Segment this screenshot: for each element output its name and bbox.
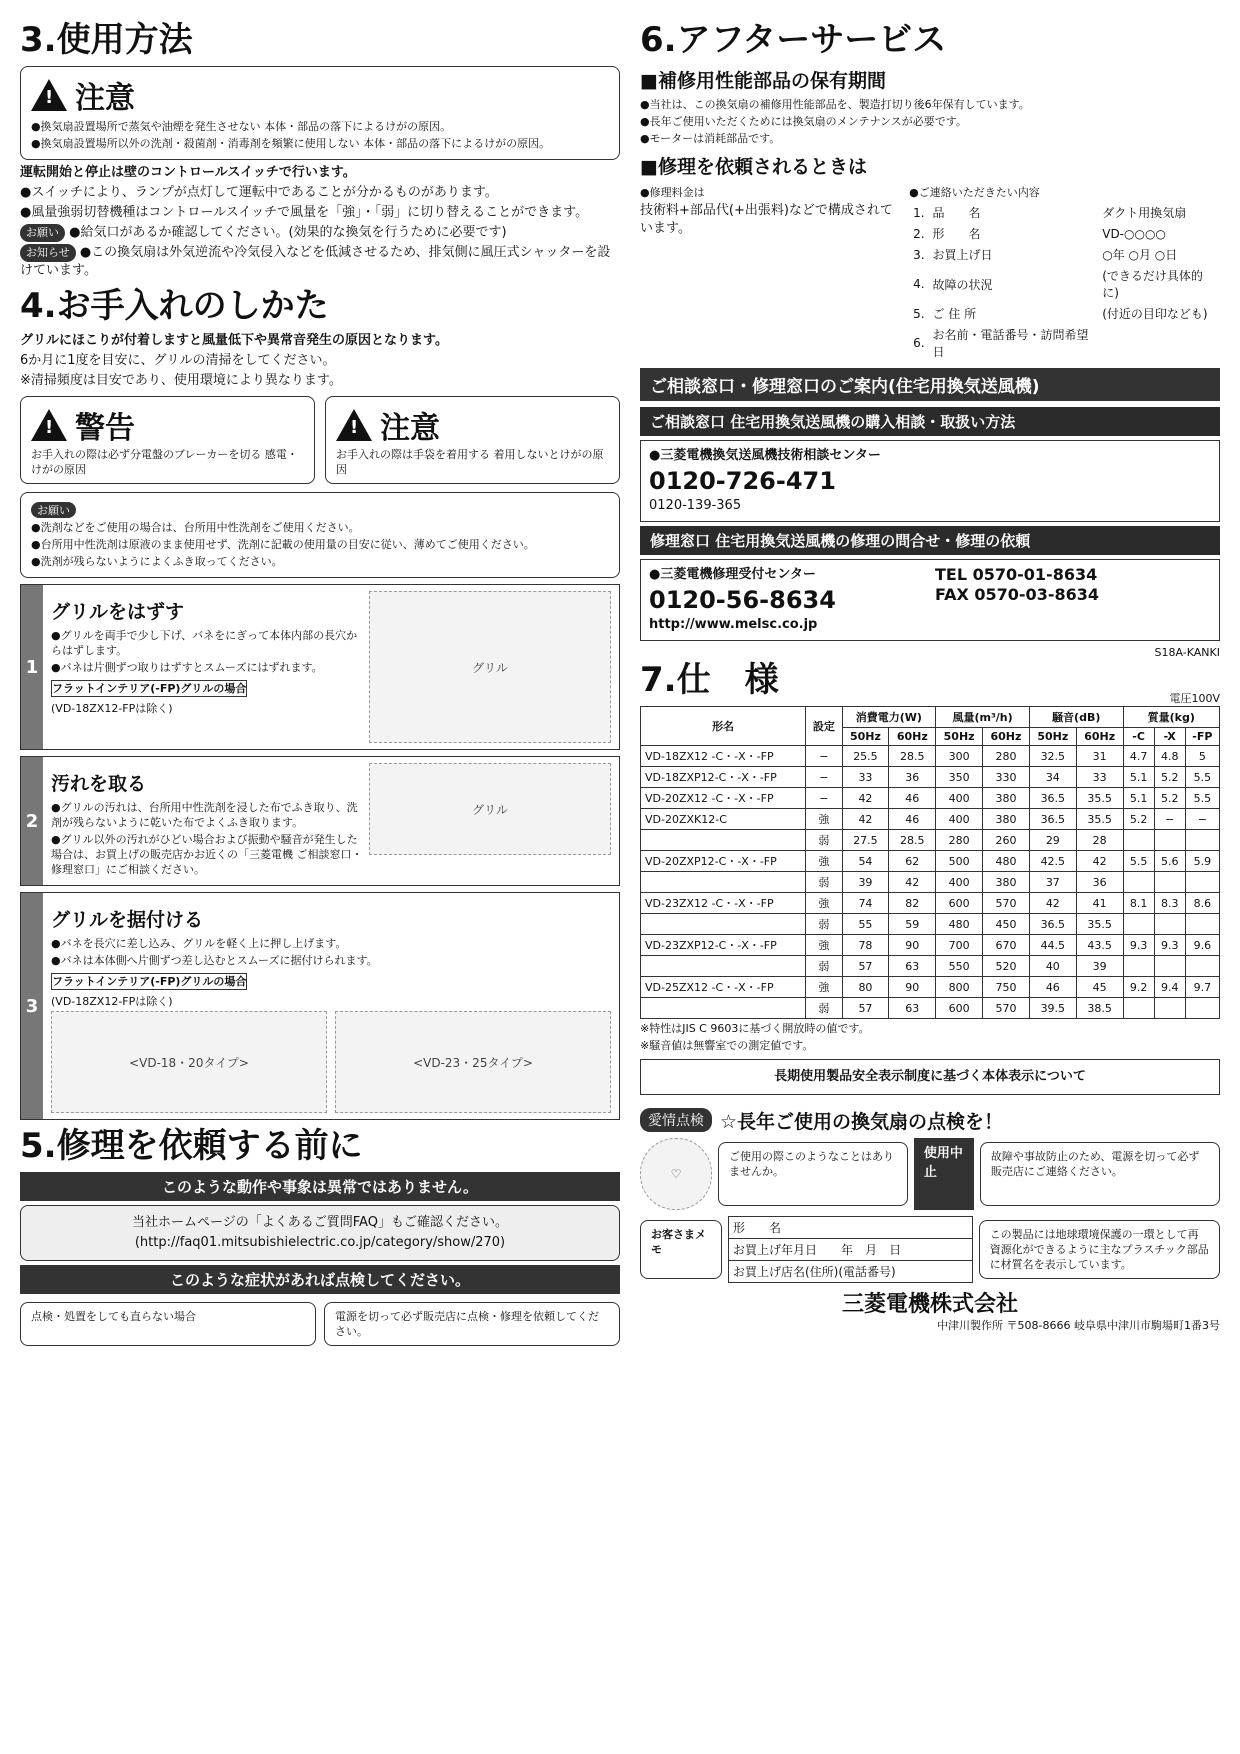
left-column — [20, 20, 620, 1350]
voltage-note: 電圧100V — [1169, 692, 1220, 705]
memo-label: お客さまメモ — [640, 1220, 722, 1279]
caution-line: ●換気扇設置場所で蒸気や油煙を発生させない 本体・部品の落下によるけがの原因。 — [31, 120, 452, 133]
contact-row: 1. 品 名 ダクト用換気扇 — [913, 205, 1187, 220]
contact-row: 3. お買上げ日 ○年 ○月 ○日 — [913, 247, 1178, 262]
consult-phone-2[interactable]: 0120-139-365 — [649, 498, 742, 513]
spec-row: VD-20ZXK12-C 強 42 46 400 380 36.5 35.5 5.2 − − — [641, 809, 1220, 830]
step-1: 1 グリルをはずす ●グリルを両手で少し下げ、バネをにぎって本体内部の長穴からはずします。 ●バネは片側ずつ取りはずすとスムーズにはずれます。 フラットインテリア(-FP)グリルの場合 (VD-18ZX12-FPは除く) グリル — [20, 584, 620, 750]
cleaning-illustration: グリル — [369, 763, 611, 855]
repair-bar: 修理窓口 住宅用換気送風機の修理の問合せ・修理の依頼 — [640, 526, 1220, 555]
check-title: ☆長年ご使用の換気扇の点検を！ — [720, 1111, 1004, 1133]
long-use-safety-box: 長期使用製品安全表示制度に基づく本体表示について — [640, 1059, 1220, 1095]
spec-row: VD-18ZXP12-C・-X・-FP − 33 36 350 330 34 33 5.1 5.2 5.5 — [641, 767, 1220, 788]
memo-table: 形 名 お買上げ年月日 年 月 日 お買上げ店名(住所)(電話番号) — [728, 1216, 973, 1283]
doc-code: S18A-KANKI — [1154, 646, 1220, 659]
notice-badge: お知らせ — [20, 244, 76, 262]
caution-line: ●換気扇設置場所以外の洗剤・殺菌剤・消毒剤を頻繁に使用しない 本体・部品の落下によるけがの原因。 — [31, 137, 551, 150]
section-3-title: 3.使用方法 — [20, 20, 193, 60]
step-3: 3 グリルを据付ける ●バネを長穴に差し込み、グリルを軽く上に押し上げます。 ●バネは本体側へ片側ずつ差し込むとスムーズに据付けられます。 フラットインテリア(-FP)グリルの場合 (VD-18ZX12-FPは除く) <VD-18・20タイプ> <VD-23・25タイプ> — [20, 892, 620, 1120]
install-illustration-18-20: <VD-18・20タイプ> — [51, 1011, 327, 1113]
heart-icon: ♡ — [640, 1138, 712, 1210]
section-5-title: 5.修理を依頼する前に — [20, 1126, 363, 1166]
company-name: 三菱電機株式会社 — [841, 1292, 1018, 1317]
spec-row: VD-18ZX12 -C・-X・-FP − 25.5 28.5 300 280 32.5 31 4.7 4.8 5 — [641, 746, 1220, 767]
contact-row: 2. 形 名 VD-○○○○ — [913, 226, 1166, 241]
spec-row: VD-23ZX12 -C・-X・-FP 強 74 82 600 570 42 41 8.1 8.3 8.6 — [641, 893, 1220, 914]
paid-fax[interactable]: FAX 0570-03-8634 — [935, 585, 1099, 604]
consult-banner: ご相談窓口・修理窓口のご案内(住宅用換気送風機) — [640, 368, 1220, 401]
right-column: 6.アフターサービス ■補修用性能部品の保有期間 ●当社は、この換気扇の補修用性能部品を、製造打切り後6年保有しています。 ●長年ご使用いただくためには換気扇のメンテナンスが必要です。 ●モーターは消耗部品です。 ■修理を依頼されるときは ●修理料金は 技術料+部品代(+出張料)などで構成されています。 ●ご連絡いただきたい内容 1. 品 名 ダクト用換気扇 2. 形 名 VD-○○○○ 3. お買上げ日 ○年 ○月 ○日 4. 故障の状況 (できるだけ具体的に) 5. ご 住 所 (付近の目印なども) 6. お名前・電話番号・訪問希望日 ご相談窓口・修理窓口のご案内(住宅用換気送風機) ご相談窓口 住宅用換気送風機の購入相談・取扱い方法 ●三菱電機換気送風機技術相談センター 0120-726-471 0120-139-365 修理窓口 住宅用換気送風機の修理の問合せ・修理の依頼 ●三菱電機修理受付センター 0120-56-8634 http://www.melsc.co.jp TEL 0570-01-8634 FAX 0570-03-8634 S18A-KANKI 7.仕 様 電圧100V 形名 設定 消費電力(W) 風量(m³/h) 騒音(dB) 質量(kg) 50Hz 60Hz 50Hz 60Hz 50Hz 60Hz -C -X -FP VD-18ZX12 -C・-X・-FP − 25.5 28.5 300 280 32.5 31 4.7 4.8 5 VD-18ZXP12-C・-X・-FP − 33 36 350 330 34 33 5.1 5.2 5.5 VD-20ZX12 -C・-X・-FP − 42 46 400 380 36.5 35.5 5.1 5.2 5.5 VD-20ZXK12-C 強 42 46 400 380 36.5 35.5 5.2 − − 弱 27.5 28.5 280 260 29 28 VD-20ZXP12-C・-X・-FP 強 54 62 500 480 42.5 42 5.5 5.6 5.9 弱 39 42 400 380 37 36 VD-23ZX12 -C・-X・-FP 強 74 82 600 570 42 41 8.1 8.3 8.6 弱 55 59 480 450 36.5 35.5 VD-23ZXP12-C・-X・-FP 強 78 90 700 670 44.5 43.5 9.3 9.3 9.6 弱 57 63 550 520 40 39 VD-25ZX12 -C・-X・-FP 強 80 90 800 750 46 45 9.2 9.4 9.7 弱 57 63 600 570 39.5 38.5 ※特性はJIS C 9603に基づく開放時の値です。 ※騒音値は無響室での測定値です。 長期使用製品安全表示制度に基づく本体表示について 愛情点検 ☆長年ご使用の換気扇の点検を！ ♡ ご使用の際このようなことはありませんか。 使用中止 故障や事故防止のため、電源を切って必ず販売店にご連絡ください。 お客さまメモ 形 名 お買上げ年月日 年 月 日 お買上げ店名(住所)(電話番号) この製品には地球環境保護の一環として再資源化ができるように主なプラスチック部品に材質名を表示しています。 三菱電機株式会社 中津川製作所 〒508-8666 岐阜県中津川市駒場町1番3号 — [640, 20, 1220, 1332]
notice-text: ●この換気扇は外気逆流や冷気侵入などを低減させるため、排気側に風圧式シャッターを設けています。 — [20, 245, 611, 278]
faq-box: 当社ホームページの「よくあるご質問FAQ」もご確認ください。 (http://faq01.mitsubishielectric.co.jp/category/show/270) — [20, 1205, 620, 1261]
consult-phone[interactable]: 0120-726-471 — [649, 467, 836, 495]
warning-triangle-icon — [336, 409, 372, 441]
caution-box — [20, 66, 620, 160]
not-fixed-note: 点検・処置をしても直らない場合 — [20, 1302, 316, 1346]
spec-row: 弱 27.5 28.5 280 260 29 28 — [641, 830, 1220, 851]
spec-row: VD-23ZXP12-C・-X・-FP 強 78 90 700 670 44.5 43.5 9.3 9.3 9.6 — [641, 935, 1220, 956]
repair-center-box: ●三菱電機修理受付センター 0120-56-8634 http://www.melsc.co.jp TEL 0570-01-8634 FAX 0570-03-8634 — [640, 559, 1220, 641]
spec-row: 弱 57 63 550 520 40 39 — [641, 956, 1220, 977]
section-7-title: 7.仕 様 — [640, 660, 779, 700]
lead-text: 運転開始と停止は壁のコントロールスイッチで行います。 — [20, 165, 356, 180]
warning-triangle-icon — [31, 409, 67, 441]
spec-table: 形名 設定 消費電力(W) 風量(m³/h) 騒音(dB) 質量(kg) 50Hz 60Hz 50Hz 60Hz 50Hz 60Hz -C -X -FP VD-18ZX12 -C・-X・-FP − 25.5 28.5 300 280 32.5 31 4.7 4.8 5 VD-18ZXP12-C・-X・-FP − 33 36 350 330 34 33 5.1 5.2 5.5 VD-20ZX12 -C・-X・-FP − 42 46 400 380 36.5 35.5 5.1 5.2 5.5 VD-20ZXK12-C 強 42 46 400 380 36.5 35.5 5.2 − − 弱 27.5 28.5 280 260 29 28 VD-20ZXP12-C・-X・-FP 強 54 62 500 480 42.5 42 5.5 5.6 5.9 弱 39 42 400 380 37 36 VD-23ZX12 -C・-X・-FP 強 74 82 600 570 42 41 8.1 8.3 8.6 弱 55 59 480 450 36.5 35.5 VD-23ZXP12-C・-X・-FP 強 78 90 700 670 44.5 43.5 9.3 9.3 9.6 弱 57 63 550 520 40 39 VD-25ZX12 -C・-X・-FP 強 80 90 800 750 46 45 9.2 9.4 9.7 弱 57 63 600 570 39.5 38.5 — [640, 706, 1220, 1019]
request-badge: お願い — [20, 224, 65, 242]
section-6-title: 6.アフターサービス — [640, 20, 947, 60]
care-line: グリルにほこりが付着しますと風量低下や異常音発生の原因となります。 — [20, 333, 448, 348]
section-4-title: 4.お手入れのしかた — [20, 286, 329, 326]
stop-use-label: 使用中止 — [914, 1138, 974, 1210]
paid-tel[interactable]: TEL 0570-01-8634 — [935, 565, 1098, 584]
spec-row: 弱 39 42 400 380 37 36 — [641, 872, 1220, 893]
faq-link[interactable]: (http://faq01.mitsubishielectric.co.jp/category/show/270) — [134, 1235, 506, 1250]
parts-heading: ■補修用性能部品の保有期間 — [640, 70, 886, 92]
spec-row: VD-20ZX12 -C・-X・-FP − 42 46 400 380 36.5 35.5 5.1 5.2 5.5 — [641, 788, 1220, 809]
request-text: ●給気口があるか確認してください。(効果的な換気を行うために必要です) — [69, 225, 507, 240]
step-2: 2 汚れを取る ●グリルの汚れは、台所用中性洗剤を浸した布でふき取り、洗剤が残らないように乾いた布でよくふき取ります。 ●グリル以外の汚れがひどい場合および振動や騒音が発生した場合は、お買上げの販売店かお近くの「三菱電機 ご相談窓口・修理窓口」にご相談ください。 グリル — [20, 756, 620, 886]
install-illustration-23-25: <VD-23・25タイプ> — [335, 1011, 611, 1113]
repair-phone[interactable]: 0120-56-8634 — [649, 586, 836, 614]
repair-heading: ■修理を依頼されるときは — [640, 156, 867, 178]
consult-center-box: ●三菱電機換気送風機技術相談センター 0120-726-471 0120-139-365 — [640, 440, 1220, 522]
check-symptoms-bar: このような症状があれば点検してください。 — [20, 1265, 620, 1294]
caution-box-2: ! 注意 お手入れの際は手袋を着用する 着用しないとけがの原因 — [325, 396, 620, 484]
grille-removal-illustration: グリル — [369, 591, 611, 743]
repair-url[interactable]: http://www.melsc.co.jp — [649, 617, 818, 632]
check-badge: 愛情点検 — [640, 1108, 712, 1132]
care-line: ※清掃頻度は目安であり、使用環境により異なります。 — [20, 373, 342, 388]
consult-bar: ご相談窓口 住宅用換気送風機の購入相談・取扱い方法 — [640, 407, 1220, 436]
normal-behavior-bar: このような動作や事象は異常ではありません。 — [20, 1172, 620, 1201]
usage-line: ●風量強弱切替機種はコントロールスイッチで風量を「強」・「弱」に切り替えることができます。 — [20, 205, 589, 220]
contact-row: 4. 故障の状況 (できるだけ具体的に) — [913, 269, 1203, 300]
spec-row: 弱 55 59 480 450 36.5 35.5 — [641, 914, 1220, 935]
usage-line: ●スイッチにより、ランプが点灯して運転中であることが分かるものがあります。 — [20, 185, 498, 200]
contact-row: 6. お名前・電話番号・訪問希望日 — [913, 328, 1089, 359]
contact-dealer-note: 電源を切って必ず販売店に点検・修理を依頼してください。 — [324, 1302, 620, 1346]
spec-row: VD-20ZXP12-C・-X・-FP 強 54 62 500 480 42.5 42 5.5 5.6 5.9 — [641, 851, 1220, 872]
warning-box: ! 警告 お手入れの際は必ず分電盤のブレーカーを切る 感電・けがの原因 — [20, 396, 315, 484]
recycle-note: この製品には地球環境保護の一環として再資源化ができるように主なプラスチック部品に材質名を表示しています。 — [979, 1220, 1220, 1279]
caution-label: 注意 — [75, 81, 135, 116]
company-address: 中津川製作所 〒508-8666 岐阜県中津川市駒場町1番3号 — [937, 1319, 1220, 1332]
contact-row: 5. ご 住 所 (付近の目印なども) — [913, 306, 1208, 321]
care-line: 6か月に1度を目安に、グリルの清掃をしてください。 — [20, 353, 336, 368]
warning-triangle-icon — [31, 79, 67, 111]
spec-row: VD-25ZX12 -C・-X・-FP 強 80 90 800 750 46 45 9.2 9.4 9.7 — [641, 977, 1220, 998]
request-box: お願い ●洗剤などをご使用の場合は、台所用中性洗剤をご使用ください。 ●台所用中性洗剤は原液のまま使用せず、洗剤に記載の使用量の目安に従い、薄めてご使用ください。 ●洗剤が残らないようによくふき取ってください。 — [20, 492, 620, 578]
contact-table — [909, 202, 1220, 362]
spec-row: 弱 57 63 600 570 39.5 38.5 — [641, 998, 1220, 1019]
